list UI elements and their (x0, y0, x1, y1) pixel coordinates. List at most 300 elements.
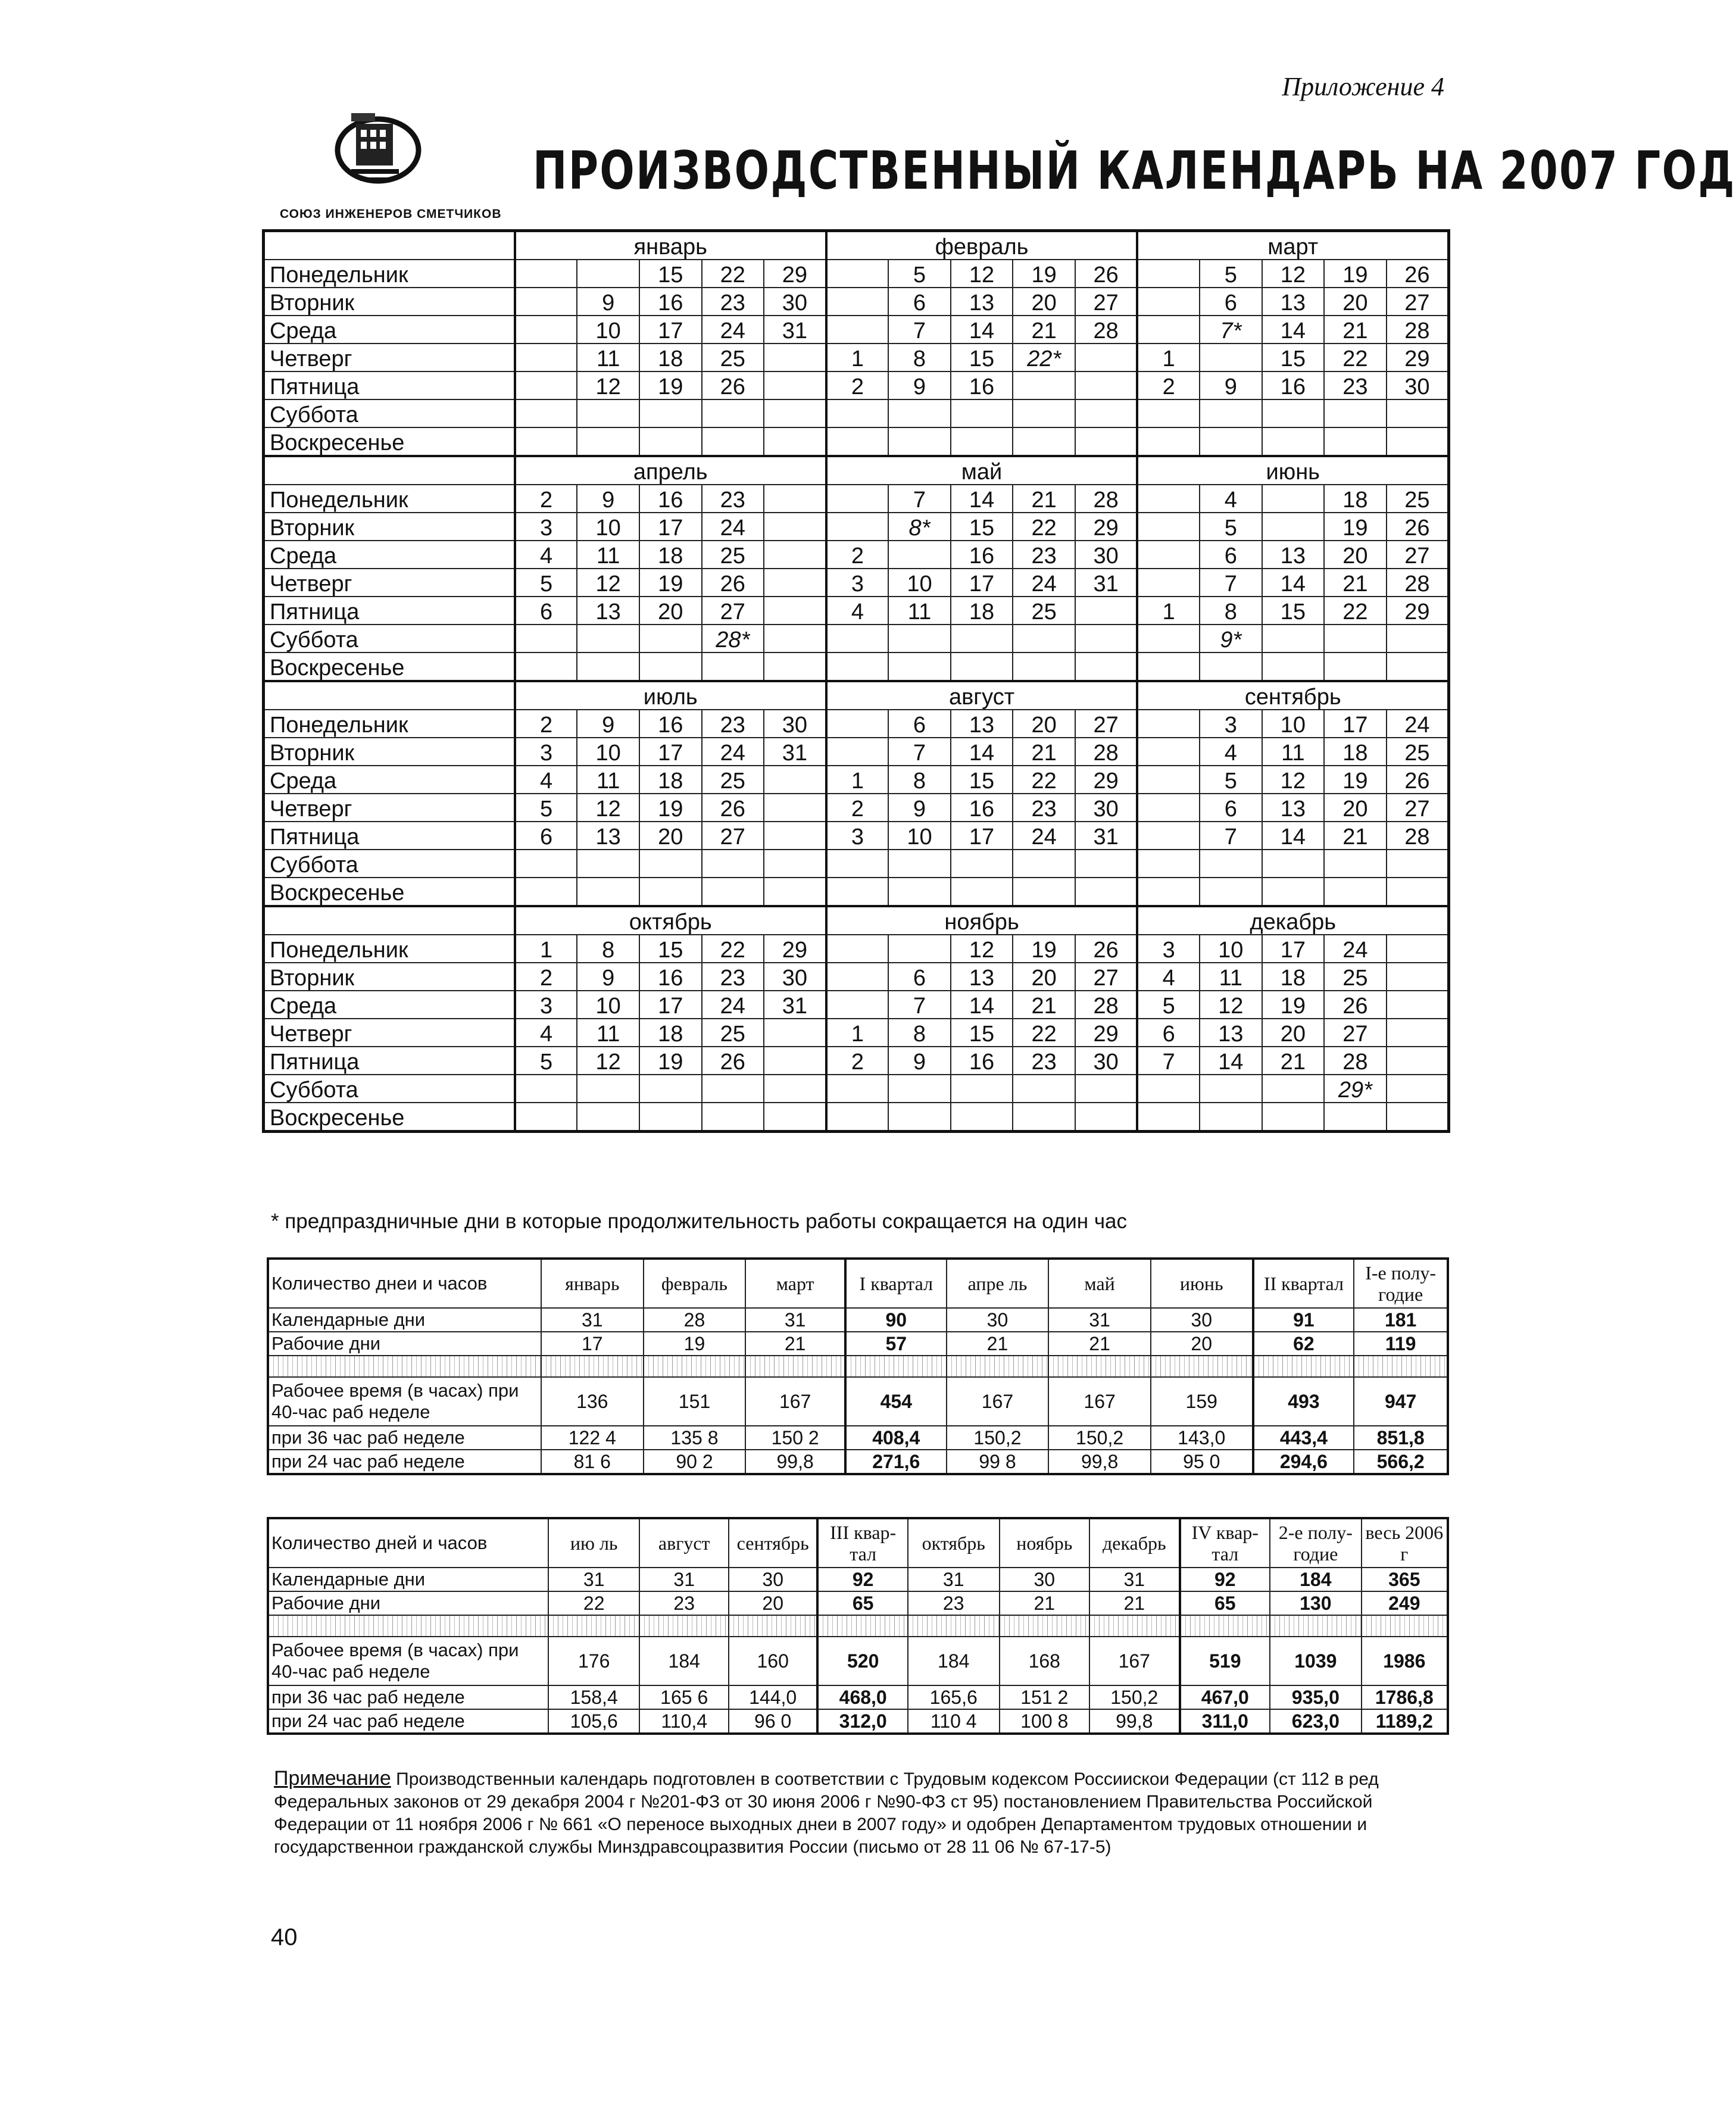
date-cell (1137, 260, 1200, 288)
weekday-label: Среда (264, 766, 515, 794)
date-cell (1387, 963, 1449, 991)
date-cell (639, 399, 702, 427)
weekday-row (264, 963, 1449, 991)
date-cell: 9 (888, 794, 951, 822)
summary-value: 23 (639, 1591, 728, 1615)
summary-row-label: при 36 час раб неделе (268, 1685, 548, 1709)
date-cell (1387, 850, 1449, 878)
summary-value: 150,2 (1089, 1685, 1180, 1709)
date-cell (1013, 1103, 1075, 1132)
date-cell: 10 (577, 513, 639, 541)
date-cell (1200, 1075, 1262, 1103)
summary-value: 184 (908, 1637, 1000, 1685)
summary-value: 184 (639, 1637, 728, 1685)
date-cell (764, 569, 826, 597)
date-cell (888, 399, 951, 427)
date-cell (826, 427, 889, 456)
date-cell (1387, 1103, 1449, 1132)
summary-column-header: март (745, 1259, 845, 1308)
date-cell (515, 1103, 577, 1132)
date-cell (1387, 878, 1449, 906)
date-cell: 17 (1262, 935, 1325, 963)
date-cell: 5 (515, 794, 577, 822)
summary-header-label: Количество днеи и часов (268, 1259, 541, 1308)
date-cell: 4 (515, 1019, 577, 1047)
date-cell: 2 (826, 794, 889, 822)
date-cell (515, 652, 577, 681)
date-cell: 9 (577, 963, 639, 991)
month-header-row (264, 456, 1449, 485)
date-cell: 30 (1387, 371, 1449, 399)
date-cell: 31 (1075, 822, 1138, 850)
date-cell (1137, 569, 1200, 597)
date-cell: 12 (951, 260, 1013, 288)
summary-value: 520 (817, 1637, 908, 1685)
date-cell: 16 (639, 288, 702, 316)
date-cell: 7 (888, 738, 951, 766)
date-cell (1200, 878, 1262, 906)
date-cell: 22 (702, 935, 764, 963)
date-cell: 29 (1387, 597, 1449, 625)
weekday-row (264, 427, 1449, 456)
date-cell (1137, 541, 1200, 569)
weekday-label: Понедельник (264, 710, 515, 738)
page-title: ПРОИЗВОДСТВЕННЫЙ КАЛЕНДАРЬ НА 2007 ГОД (533, 140, 1736, 201)
date-cell: 21 (1013, 485, 1075, 513)
date-cell: 14 (951, 485, 1013, 513)
summary-value: 294,6 (1253, 1450, 1354, 1474)
weekday-row (264, 513, 1449, 541)
date-cell: 17 (951, 569, 1013, 597)
date-cell: 4 (1137, 963, 1200, 991)
date-cell: 12 (1262, 766, 1325, 794)
date-cell (639, 652, 702, 681)
note (274, 1767, 1447, 1859)
date-cell (951, 427, 1013, 456)
date-cell (577, 427, 639, 456)
date-cell (1262, 485, 1325, 513)
date-cell: 11 (577, 1019, 639, 1047)
summary-value: 851,8 (1354, 1426, 1448, 1450)
scan-noise-row (268, 1615, 1448, 1637)
date-cell (764, 1019, 826, 1047)
date-cell: 31 (764, 316, 826, 344)
date-cell: 14 (1200, 1047, 1262, 1075)
summary-value: 22 (548, 1591, 640, 1615)
date-cell: 1 (1137, 597, 1200, 625)
union-emblem-icon (333, 107, 423, 188)
date-cell (515, 344, 577, 371)
summary-value: 17 (541, 1332, 644, 1356)
summary-column-header: I-е полу-годие (1354, 1259, 1448, 1308)
weekday-row (264, 766, 1449, 794)
date-cell: 4 (1200, 738, 1262, 766)
date-cell (1137, 652, 1200, 681)
date-cell: 18 (1262, 963, 1325, 991)
date-cell: 22* (1013, 344, 1075, 371)
date-cell: 10 (577, 991, 639, 1019)
blank-cell (845, 1356, 947, 1377)
date-cell: 10 (577, 316, 639, 344)
summary-value: 312,0 (817, 1709, 908, 1734)
date-cell (1137, 850, 1200, 878)
summary-table-first-half (267, 1257, 1449, 1475)
summary-value: 150,2 (1048, 1426, 1151, 1450)
summary-row-label: Рабочее время (в часах) при 40-час раб неделе (268, 1637, 548, 1685)
summary-value: 122 4 (541, 1426, 644, 1450)
summary-value: 1039 (1270, 1637, 1362, 1685)
date-cell: 17 (1324, 710, 1387, 738)
date-cell: 3 (515, 513, 577, 541)
blank-cell (1180, 1615, 1270, 1637)
blank-cell (1362, 1615, 1448, 1637)
month-name: октябрь (515, 906, 826, 935)
blank-cell (1354, 1356, 1448, 1377)
date-cell (888, 541, 951, 569)
date-cell (1075, 399, 1138, 427)
summary-value: 311,0 (1180, 1709, 1270, 1734)
date-cell: 7 (1200, 569, 1262, 597)
date-cell (826, 485, 889, 513)
date-cell: 2 (515, 485, 577, 513)
date-cell (515, 371, 577, 399)
weekday-label: Вторник (264, 513, 515, 541)
weekday-row (264, 288, 1449, 316)
date-cell: 24 (1013, 822, 1075, 850)
summary-column-header: январь (541, 1259, 644, 1308)
date-cell (888, 427, 951, 456)
date-cell: 28 (1075, 485, 1138, 513)
date-cell: 3 (515, 991, 577, 1019)
date-cell: 4 (515, 541, 577, 569)
weekday-label: Суббота (264, 850, 515, 878)
blank-cell (1089, 1615, 1180, 1637)
date-cell (639, 878, 702, 906)
date-cell: 14 (1262, 822, 1325, 850)
month-name: январь (515, 231, 826, 260)
summary-column-header: ию ль (548, 1518, 640, 1568)
date-cell: 31 (764, 738, 826, 766)
date-cell: 6 (888, 288, 951, 316)
date-cell: 28 (1324, 1047, 1387, 1075)
weekday-row (264, 935, 1449, 963)
weekday-row (264, 371, 1449, 399)
summary-column-header: декабрь (1089, 1518, 1180, 1568)
weekday-row (264, 399, 1449, 427)
date-cell: 13 (1262, 794, 1325, 822)
date-cell: 6 (1200, 288, 1262, 316)
month-name: июнь (1137, 456, 1448, 485)
summary-column-header: ноябрь (1000, 1518, 1090, 1568)
date-cell: 14 (1262, 316, 1325, 344)
weekday-row (264, 1103, 1449, 1132)
date-cell (1137, 513, 1200, 541)
summary-value: 150 2 (745, 1426, 845, 1450)
summary-column-header: II квартал (1253, 1259, 1354, 1308)
date-cell (764, 766, 826, 794)
date-cell (1137, 794, 1200, 822)
summary-column-header: 2-е полу-годие (1270, 1518, 1362, 1568)
date-cell: 5 (515, 1047, 577, 1075)
date-cell (1200, 427, 1262, 456)
summary-value: 20 (729, 1591, 817, 1615)
month-header-row (264, 906, 1449, 935)
month-name: апрель (515, 456, 826, 485)
date-cell (764, 371, 826, 399)
weekday-row (264, 794, 1449, 822)
date-cell (639, 625, 702, 652)
summary-column-header: весь 2006 г (1362, 1518, 1448, 1568)
date-cell (515, 288, 577, 316)
date-cell (1387, 652, 1449, 681)
summary-table-second-half (267, 1517, 1449, 1735)
date-cell: 23 (1013, 794, 1075, 822)
date-cell: 20 (1013, 288, 1075, 316)
date-cell: 19 (1324, 513, 1387, 541)
date-cell (515, 427, 577, 456)
summary-value: 165,6 (908, 1685, 1000, 1709)
scan-noise-row (268, 1356, 1448, 1377)
date-cell (1262, 399, 1325, 427)
date-cell: 9 (577, 710, 639, 738)
summary-column-header: июнь (1151, 1259, 1253, 1308)
date-cell: 21 (1013, 316, 1075, 344)
date-cell: 11 (1262, 738, 1325, 766)
date-cell (764, 485, 826, 513)
date-cell: 9 (888, 1047, 951, 1075)
weekday-label: Воскресенье (264, 1103, 515, 1132)
summary-value: 81 6 (541, 1450, 644, 1474)
summary-value: 99,8 (745, 1450, 845, 1474)
date-cell: 10 (577, 738, 639, 766)
date-cell: 18 (1324, 485, 1387, 513)
date-cell: 28 (1387, 569, 1449, 597)
summary-value: 566,2 (1354, 1450, 1448, 1474)
summary-column-header: I квартал (845, 1259, 947, 1308)
date-cell: 6 (888, 963, 951, 991)
summary-value: 110,4 (639, 1709, 728, 1734)
summary-row (268, 1377, 1448, 1426)
weekday-label: Воскресенье (264, 652, 515, 681)
date-cell: 30 (1075, 794, 1138, 822)
summary-value: 31 (541, 1308, 644, 1332)
date-cell: 26 (702, 569, 764, 597)
summary-value: 95 0 (1151, 1450, 1253, 1474)
summary-header-row (268, 1259, 1448, 1308)
summary-value: 96 0 (729, 1709, 817, 1734)
date-cell: 10 (888, 569, 951, 597)
date-cell: 28* (702, 625, 764, 652)
date-cell (1262, 850, 1325, 878)
date-cell: 7 (1137, 1047, 1200, 1075)
weekday-label: Понедельник (264, 935, 515, 963)
date-cell: 14 (951, 316, 1013, 344)
date-cell: 28 (1075, 991, 1138, 1019)
weekday-label: Воскресенье (264, 878, 515, 906)
date-cell: 19 (1324, 260, 1387, 288)
weekday-label: Понедельник (264, 485, 515, 513)
date-cell (888, 652, 951, 681)
summary-value: 167 (1048, 1377, 1151, 1426)
summary-row (268, 1568, 1448, 1591)
date-cell (1013, 625, 1075, 652)
date-cell: 15 (639, 935, 702, 963)
date-cell: 6 (515, 822, 577, 850)
date-cell (639, 427, 702, 456)
month-header-row (264, 681, 1449, 710)
date-cell: 27 (1324, 1019, 1387, 1047)
summary-value: 167 (1089, 1637, 1180, 1685)
date-cell: 5 (1137, 991, 1200, 1019)
summary-row-label: Календарные дни (268, 1568, 548, 1591)
summary-value: 21 (1089, 1591, 1180, 1615)
date-cell: 25 (702, 1019, 764, 1047)
date-cell (888, 625, 951, 652)
date-cell: 28 (1387, 822, 1449, 850)
date-cell: 24 (1387, 710, 1449, 738)
date-cell (1137, 710, 1200, 738)
production-calendar-table (262, 229, 1450, 1133)
summary-value: 119 (1354, 1332, 1448, 1356)
date-cell: 25 (702, 344, 764, 371)
date-cell: 30 (764, 710, 826, 738)
date-cell (764, 427, 826, 456)
month-name: сентябрь (1137, 681, 1448, 710)
date-cell: 10 (888, 822, 951, 850)
date-cell (951, 625, 1013, 652)
summary-value: 1986 (1362, 1637, 1448, 1685)
date-cell: 24 (1324, 935, 1387, 963)
date-cell: 24 (702, 513, 764, 541)
date-cell: 16 (951, 541, 1013, 569)
summary-value: 151 2 (1000, 1685, 1090, 1709)
date-cell: 18 (639, 541, 702, 569)
date-cell: 30 (1075, 541, 1138, 569)
summary-value: 99,8 (1089, 1709, 1180, 1734)
logo-caption: СОЮЗ ИНЖЕНЕРОВ СМЕТЧИКОВ (280, 207, 502, 221)
date-cell (888, 935, 951, 963)
date-cell: 30 (764, 288, 826, 316)
date-cell: 2 (826, 1047, 889, 1075)
date-cell: 1 (826, 1019, 889, 1047)
date-cell (826, 625, 889, 652)
date-cell (515, 316, 577, 344)
summary-row (268, 1426, 1448, 1450)
blank-cell (947, 1356, 1049, 1377)
summary-column-header: апре ль (947, 1259, 1049, 1308)
date-cell: 26 (1324, 991, 1387, 1019)
date-cell (1324, 399, 1387, 427)
appendix-label: Приложение 4 (1282, 72, 1444, 101)
date-cell (1262, 427, 1325, 456)
date-cell: 25 (1013, 597, 1075, 625)
date-cell: 2 (515, 963, 577, 991)
date-cell: 25 (1387, 485, 1449, 513)
month-name: май (826, 456, 1138, 485)
union-logo (280, 107, 502, 226)
date-cell: 15 (639, 260, 702, 288)
weekday-row (264, 850, 1449, 878)
date-cell (1137, 399, 1200, 427)
summary-value: 130 (1270, 1591, 1362, 1615)
date-cell: 12 (577, 371, 639, 399)
summary-value: 1189,2 (1362, 1709, 1448, 1734)
date-cell (577, 878, 639, 906)
date-cell (1075, 371, 1138, 399)
summary-value: 168 (1000, 1637, 1090, 1685)
date-cell: 12 (577, 569, 639, 597)
date-cell (515, 878, 577, 906)
date-cell: 6 (515, 597, 577, 625)
date-cell (951, 1075, 1013, 1103)
summary-value: 947 (1354, 1377, 1448, 1426)
summary-value: 468,0 (817, 1685, 908, 1709)
weekday-label: Четверг (264, 569, 515, 597)
summary-row-label: при 24 час раб неделе (268, 1450, 541, 1474)
date-cell: 5 (1200, 513, 1262, 541)
date-cell: 21 (1013, 738, 1075, 766)
month-name: июль (515, 681, 826, 710)
date-cell: 20 (1262, 1019, 1325, 1047)
date-cell: 20 (1324, 288, 1387, 316)
date-cell (1387, 935, 1449, 963)
date-cell: 24 (702, 316, 764, 344)
weekday-label: Понедельник (264, 260, 515, 288)
date-cell: 15 (1262, 597, 1325, 625)
summary-value: 65 (817, 1591, 908, 1615)
date-cell (577, 1075, 639, 1103)
date-cell: 29 (1075, 513, 1138, 541)
date-cell: 4 (1200, 485, 1262, 513)
weekday-label: Пятница (264, 822, 515, 850)
summary-value: 31 (548, 1568, 640, 1591)
date-cell (764, 652, 826, 681)
date-cell: 27 (1075, 288, 1138, 316)
date-cell (1137, 485, 1200, 513)
date-cell (826, 513, 889, 541)
weekday-row (264, 652, 1449, 681)
date-cell: 2 (826, 371, 889, 399)
date-cell: 31 (764, 991, 826, 1019)
summary-value: 160 (729, 1637, 817, 1685)
date-cell (515, 625, 577, 652)
date-cell: 12 (577, 794, 639, 822)
date-cell: 16 (951, 794, 1013, 822)
date-cell: 14 (1262, 569, 1325, 597)
date-cell: 26 (702, 371, 764, 399)
date-cell: 18 (639, 766, 702, 794)
date-cell: 3 (515, 738, 577, 766)
month-name: декабрь (1137, 906, 1448, 935)
header-blank-cell (264, 231, 515, 260)
date-cell: 27 (702, 822, 764, 850)
date-cell: 3 (1137, 935, 1200, 963)
date-cell: 13 (951, 710, 1013, 738)
date-cell: 15 (951, 766, 1013, 794)
date-cell (1324, 625, 1387, 652)
summary-column-header: май (1048, 1259, 1151, 1308)
summary-value: 365 (1362, 1568, 1448, 1591)
weekday-row (264, 260, 1449, 288)
date-cell (1137, 427, 1200, 456)
summary-value: 519 (1180, 1637, 1270, 1685)
date-cell (826, 963, 889, 991)
date-cell: 9 (1200, 371, 1262, 399)
summary-value: 20 (1151, 1332, 1253, 1356)
weekday-row (264, 1047, 1449, 1075)
date-cell (826, 260, 889, 288)
weekday-label: Суббота (264, 399, 515, 427)
